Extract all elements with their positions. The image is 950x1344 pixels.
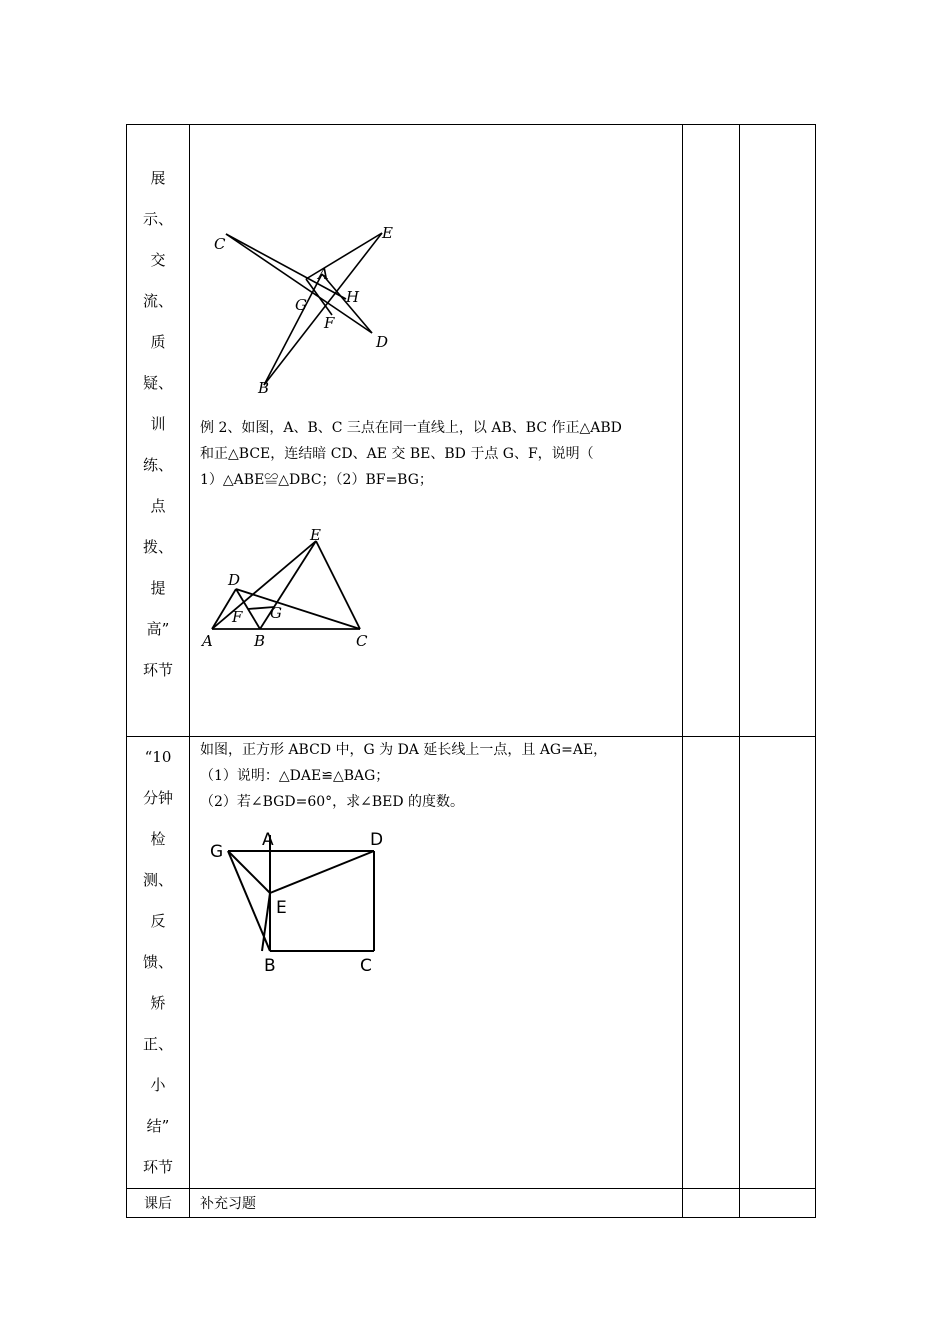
empty-cell [740, 1189, 816, 1218]
stage-label-char: 质 [150, 333, 166, 351]
point-label: B [258, 379, 270, 397]
content-cell [190, 125, 683, 737]
stage-label-char: 训 [150, 415, 166, 433]
figure-equilateral-triangles [200, 519, 390, 649]
stage-label-char: 正、 [142, 1035, 173, 1053]
stage-label-char: 环节 [142, 661, 173, 679]
stage-label-char: 检 [150, 830, 166, 848]
after-class-content: 补充习题 [190, 1189, 683, 1218]
point-label: F [232, 608, 243, 626]
empty-cell [683, 1189, 740, 1218]
stage-label-char: 高” [146, 620, 170, 638]
content-cell [190, 737, 683, 1189]
stage-label-char: 提 [150, 579, 166, 597]
square-problem-text [200, 737, 672, 815]
point-label: C [360, 956, 372, 976]
point-label: C [356, 632, 368, 649]
point-label: A [262, 830, 274, 850]
point-label: A [318, 265, 329, 283]
stage-label-char: 疑、 [142, 374, 173, 392]
point-label: E [382, 224, 393, 242]
stage-label-char: 环节 [142, 1158, 173, 1176]
point-label: G [295, 296, 307, 314]
point-label: B [264, 956, 276, 976]
stage-label-char: 展 [150, 169, 166, 187]
text-line: （2）若∠BGD=60°，求∠BED 的度数。 [200, 794, 465, 810]
point-label: D [370, 830, 384, 850]
empty-cell [683, 125, 740, 737]
point-label: A [202, 632, 213, 649]
after-class-label: 课后 [127, 1189, 190, 1218]
stage-label-char: 示、 [142, 210, 173, 228]
point-label: G [210, 842, 224, 862]
text-line: 和正△BCE，连结暗 CD、AE 交 BE、BD 于点 G、F，说明（ [200, 446, 594, 462]
stage-label-char: 分钟 [142, 789, 173, 807]
text-line: 1）△ABE≌△DBC；（2）BF=BG； [200, 472, 433, 488]
stage-label-char: 小 [150, 1076, 166, 1094]
text-line: 例 2、如图，A、B、C 三点在同一直线上，以 AB、BC 作正△ABD [200, 420, 622, 436]
point-label: D [376, 333, 389, 351]
figure-square-abcd [206, 825, 406, 985]
lesson-table [126, 124, 816, 1218]
stage-label-char: “10 [144, 748, 172, 766]
stage-label-cell [127, 125, 190, 737]
point-label: B [254, 632, 266, 649]
stage-label-char: 测、 [142, 871, 173, 889]
point-label: H [346, 288, 360, 306]
stage-label-cell [127, 737, 190, 1189]
point-label: E [276, 898, 287, 918]
stage-label-char: 拨、 [142, 538, 173, 556]
stage-label-char: 馈、 [142, 953, 173, 971]
empty-cell [740, 737, 816, 1189]
example-2-text [200, 415, 672, 493]
point-label: D [228, 571, 241, 589]
stage-label-char: 交 [150, 251, 166, 269]
stage-label-char: 结” [146, 1117, 170, 1135]
point-label: C [214, 235, 226, 253]
stage-label-char: 反 [150, 912, 166, 930]
stage-label-char: 点 [150, 497, 166, 515]
empty-cell [740, 125, 816, 737]
point-label: F [324, 314, 335, 332]
table-row [127, 125, 816, 737]
empty-cell [683, 737, 740, 1189]
stage-label-char: 练、 [142, 456, 173, 474]
figure-crossed-triangles [200, 175, 400, 405]
text-line: （1）说明：△DAE≌△BAG； [200, 768, 390, 784]
table-row [127, 737, 816, 1189]
stage-label-char: 流、 [142, 292, 173, 310]
stage-label-char: 矫 [150, 994, 166, 1012]
point-label: E [310, 526, 321, 544]
table-row [127, 1189, 816, 1218]
text-line: 如图，正方形 ABCD 中，G 为 DA 延长线上一点，且 AG=AE， [200, 742, 608, 758]
point-label: G [270, 604, 282, 622]
